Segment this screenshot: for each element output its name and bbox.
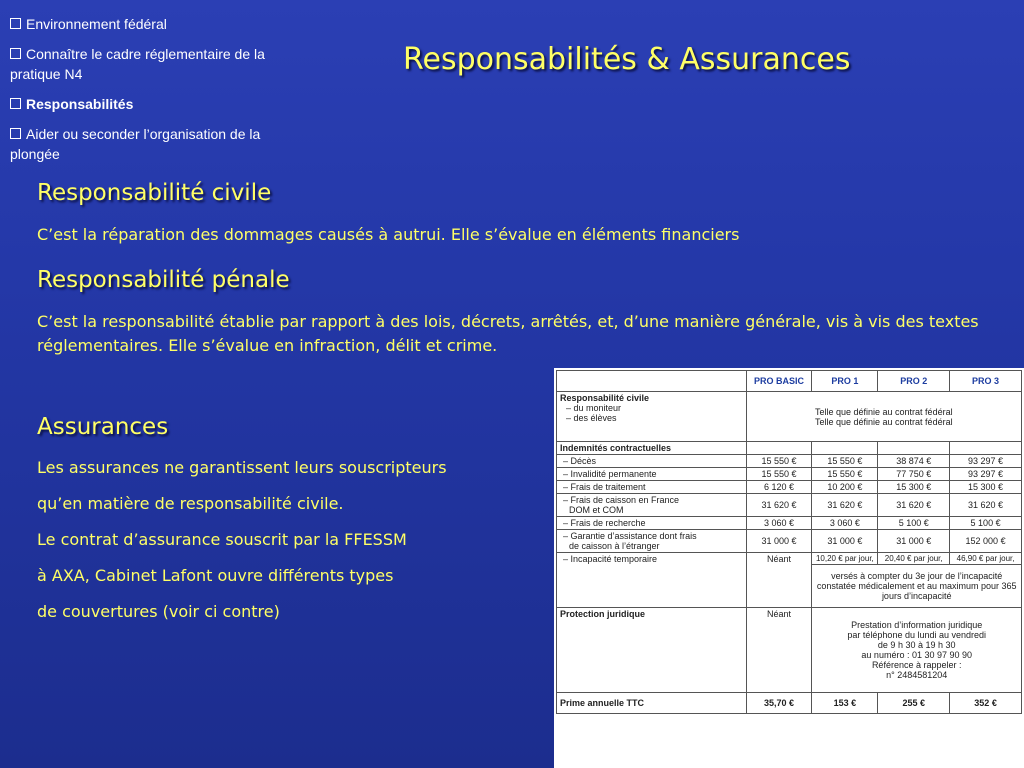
table-cell: 15 300 € — [950, 481, 1022, 494]
table-row — [557, 481, 1022, 494]
table-cell: 10 200 € — [812, 481, 878, 494]
heading-civile: Responsabilité civile — [37, 180, 272, 206]
nav-item-cadre[interactable] — [10, 44, 300, 84]
table-cell: 77 750 € — [878, 468, 950, 481]
table-cell: Néant — [746, 553, 812, 608]
assurances-line: Les assurances ne garantissent leurs souscripteurs — [37, 458, 447, 477]
incapacite-note: versés à compter du 3e jour de l’incapacité constatée médicalement et au maximum pour 365 jours d’incapacité — [812, 565, 1022, 608]
table-cell: 31 620 € — [950, 494, 1022, 517]
row-label: – Frais de caisson en France DOM et COM — [557, 494, 747, 517]
assurances-line: de couvertures (voir ci contre) — [37, 602, 280, 621]
table-row — [557, 608, 1022, 693]
table-row — [557, 530, 1022, 553]
table-cell: 31 000 € — [812, 530, 878, 553]
text-penale: C’est la responsabilité établie par rapport à des lois, décrets, arrêtés, et, d’une manière générale, vis à vis des textes réglementaires. Elle s’évalue en infraction, délit et crime. — [37, 312, 979, 355]
row-label: – Décès — [557, 455, 747, 468]
table-cell: 46,90 € par jour, — [950, 553, 1022, 565]
heading-assurances: Assurances — [37, 414, 169, 440]
nav-item-environnement[interactable] — [10, 14, 300, 34]
table-cell: 93 297 € — [950, 468, 1022, 481]
table-cell: 5 100 € — [878, 517, 950, 530]
table-cell: 15 550 € — [812, 455, 878, 468]
header-cell — [557, 371, 747, 392]
table-cell: Néant — [746, 608, 812, 693]
row-label: – Frais de traitement — [557, 481, 747, 494]
table-cell: 5 100 € — [950, 517, 1022, 530]
table-row — [557, 468, 1022, 481]
table-cell: 31 620 € — [746, 494, 812, 517]
checkbox-icon — [10, 98, 21, 109]
assurances-line: qu’en matière de responsabilité civile. — [37, 494, 344, 513]
table-cell: 255 € — [878, 693, 950, 714]
table-row — [557, 494, 1022, 517]
checkbox-icon — [10, 18, 21, 29]
table-cell: 38 874 € — [878, 455, 950, 468]
nav-item-label: Environnement fédéral — [26, 16, 167, 32]
table-cell: 15 300 € — [878, 481, 950, 494]
row-label: – Garantie d’assistance dont frais de caisson à l’étranger — [557, 530, 747, 553]
text-civile: C’est la réparation des dommages causés à autrui. Elle s’évalue en éléments financiers — [37, 225, 740, 244]
table-cell: 15 550 € — [746, 455, 812, 468]
checkbox-icon — [10, 48, 21, 59]
header-cell: PRO 3 — [950, 371, 1022, 392]
heading-penale: Responsabilité pénale — [37, 267, 290, 293]
nav-item-label: Responsabilités — [26, 96, 134, 112]
insurance-table-image — [554, 368, 1024, 768]
checkbox-icon — [10, 128, 21, 139]
row-label: – Incapacité temporaire — [557, 553, 747, 608]
table-header-row — [557, 371, 1022, 392]
nav-item-responsabilites[interactable] — [10, 94, 300, 114]
protection-cell: Prestation d’information juridique par téléphone du lundi au vendredi de 9 h 30 à 19 h 30 au numéro : 01 30 97 90 90 Référence à rappeler : n° 2484581204 — [812, 608, 1022, 693]
table-cell: 15 550 € — [746, 468, 812, 481]
table-cell: 31 620 € — [878, 494, 950, 517]
nav-item-label: Connaître le cadre réglementaire de la pratique N4 — [10, 46, 265, 82]
table-cell: 20,40 € par jour, — [878, 553, 950, 565]
row-label: Prime annuelle TTC — [557, 693, 747, 714]
table-cell: 35,70 € — [746, 693, 812, 714]
header-cell: PRO 2 — [878, 371, 950, 392]
table-row — [557, 553, 1022, 565]
table-cell: 3 060 € — [812, 517, 878, 530]
table-cell: 31 620 € — [812, 494, 878, 517]
row-label: Responsabilité civile – du moniteur – des élèves — [557, 392, 747, 442]
outline-nav — [10, 14, 300, 174]
table-row — [557, 392, 1022, 442]
insurance-table — [556, 370, 1022, 714]
row-label: – Invalidité permanente — [557, 468, 747, 481]
table-cell: 152 000 € — [950, 530, 1022, 553]
table-cell: 153 € — [812, 693, 878, 714]
table-row — [557, 455, 1022, 468]
rc-cell: Telle que définie au contrat fédéral Telle que définie au contrat fédéral — [746, 392, 1021, 442]
table-cell: 352 € — [950, 693, 1022, 714]
table-cell: 93 297 € — [950, 455, 1022, 468]
row-label: – Frais de recherche — [557, 517, 747, 530]
table-cell: 3 060 € — [746, 517, 812, 530]
assurances-line: Le contrat d’assurance souscrit par la FFESSM — [37, 530, 407, 549]
table-row — [557, 693, 1022, 714]
table-cell: 15 550 € — [812, 468, 878, 481]
table-cell: 10,20 € par jour, — [812, 553, 878, 565]
header-cell: PRO 1 — [812, 371, 878, 392]
row-label: Protection juridique — [557, 608, 747, 693]
header-cell: PRO BASIC — [746, 371, 812, 392]
table-row — [557, 517, 1022, 530]
section-label: Indemnités contractuelles — [557, 442, 747, 455]
table-cell: 6 120 € — [746, 481, 812, 494]
nav-item-organisation[interactable] — [10, 124, 300, 164]
assurances-line: à AXA, Cabinet Lafont ouvre différents types — [37, 566, 394, 585]
slide-title: Responsabilités & Assurances — [403, 42, 851, 77]
nav-item-label: Aider ou seconder l’organisation de la plongée — [10, 126, 261, 162]
table-row — [557, 442, 1022, 455]
table-cell: 31 000 € — [878, 530, 950, 553]
table-cell: 31 000 € — [746, 530, 812, 553]
